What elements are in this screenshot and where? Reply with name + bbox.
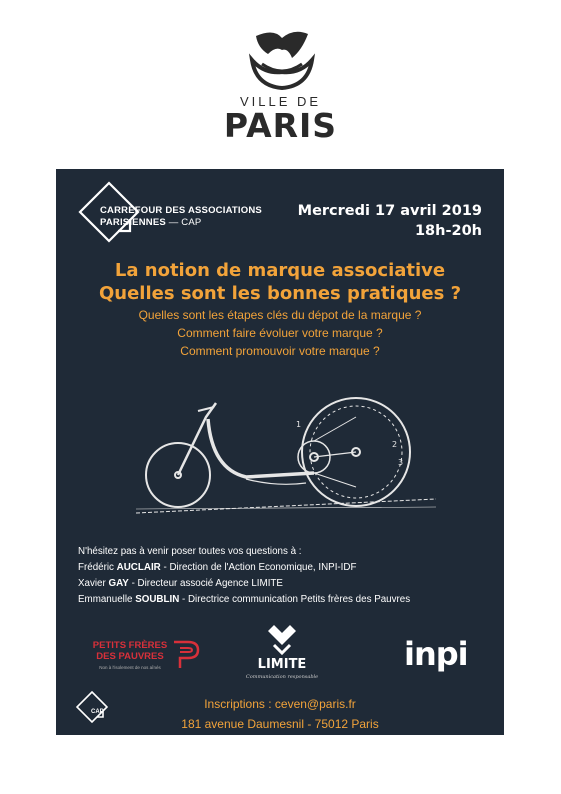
limite-name: LIMITE bbox=[257, 657, 307, 672]
svg-text:3: 3 bbox=[398, 458, 404, 467]
speaker-role: - Direction de l'Action Economique, INPI-IDF bbox=[160, 562, 357, 573]
organizer-line2: PARISIENNES bbox=[100, 217, 166, 228]
svg-text:2: 2 bbox=[392, 440, 398, 449]
title-line2: Quelles sont les bonnes pratiques ? bbox=[98, 283, 462, 304]
speaker-role: - Directeur associé Agence LIMITE bbox=[128, 578, 283, 589]
pfp-line1: PETITS FRÈRES bbox=[92, 640, 168, 651]
question-item: Quelles sont les étapes clés du dépot de la marque ? bbox=[138, 308, 422, 322]
registration-info bbox=[56, 694, 504, 734]
paris-label: PARIS bbox=[223, 106, 338, 145]
title-line1: La notion de marque associative bbox=[114, 260, 446, 281]
speaker-last-name: AUCLAIR bbox=[116, 562, 161, 573]
limite-logo bbox=[242, 621, 322, 691]
speaker-first-name: Xavier bbox=[78, 578, 109, 589]
speaker-first-name: Frédéric bbox=[78, 562, 117, 573]
speaker-list bbox=[78, 544, 410, 608]
organizer-line2-suffix: — CAP bbox=[165, 217, 202, 228]
speaker-row bbox=[78, 560, 410, 576]
speaker-last-name: SOUBLIN bbox=[135, 594, 180, 605]
pfp-tagline: Non à l'isolement de nos aînés bbox=[99, 665, 161, 670]
speakers-intro: N'hésitez pas à venir poser toutes vos questions à : bbox=[78, 546, 302, 557]
limite-chevron-icon bbox=[264, 621, 300, 657]
pfp-name bbox=[92, 640, 168, 662]
event-time: 18h-20h bbox=[414, 223, 482, 239]
inpi-logo: inpi bbox=[404, 635, 468, 673]
ville-de-label: VILLE DE bbox=[239, 94, 322, 109]
speaker-last-name: GAY bbox=[108, 578, 129, 589]
pfp-line2: DES PAUVRES bbox=[96, 651, 164, 662]
inscriptions-email: Inscriptions : ceven@paris.fr bbox=[204, 697, 356, 711]
organizer-line1: CARREFOUR DES ASSOCIATIONS bbox=[100, 205, 262, 216]
organizer-name bbox=[100, 205, 262, 229]
speaker-role: - Directrice communication Petits frères des Pauvres bbox=[179, 594, 411, 605]
cap-small-label: CAP bbox=[91, 709, 104, 715]
speaker-row bbox=[78, 592, 410, 608]
question-item: Comment faire évoluer votre marque ? bbox=[177, 326, 383, 340]
paris-boat-logo-icon bbox=[248, 28, 316, 92]
question-item: Comment promouvoir votre marque ? bbox=[180, 344, 380, 358]
petits-freres-logo bbox=[92, 639, 202, 679]
speaker-first-name: Emmanuelle bbox=[78, 594, 136, 605]
vintage-velocipede-illustration bbox=[136, 387, 436, 527]
event-title bbox=[56, 259, 504, 305]
question-list bbox=[56, 306, 504, 360]
event-panel bbox=[56, 169, 504, 735]
event-address: 181 avenue Daumesnil - 75012 Paris bbox=[181, 717, 379, 731]
event-datetime bbox=[298, 201, 482, 241]
limite-tagline: Communication responsable bbox=[245, 674, 319, 680]
event-date: Mercredi 17 avril 2019 bbox=[297, 203, 482, 219]
pfp-p-icon bbox=[172, 640, 200, 670]
speaker-row bbox=[78, 576, 410, 592]
svg-text:1: 1 bbox=[296, 420, 302, 429]
